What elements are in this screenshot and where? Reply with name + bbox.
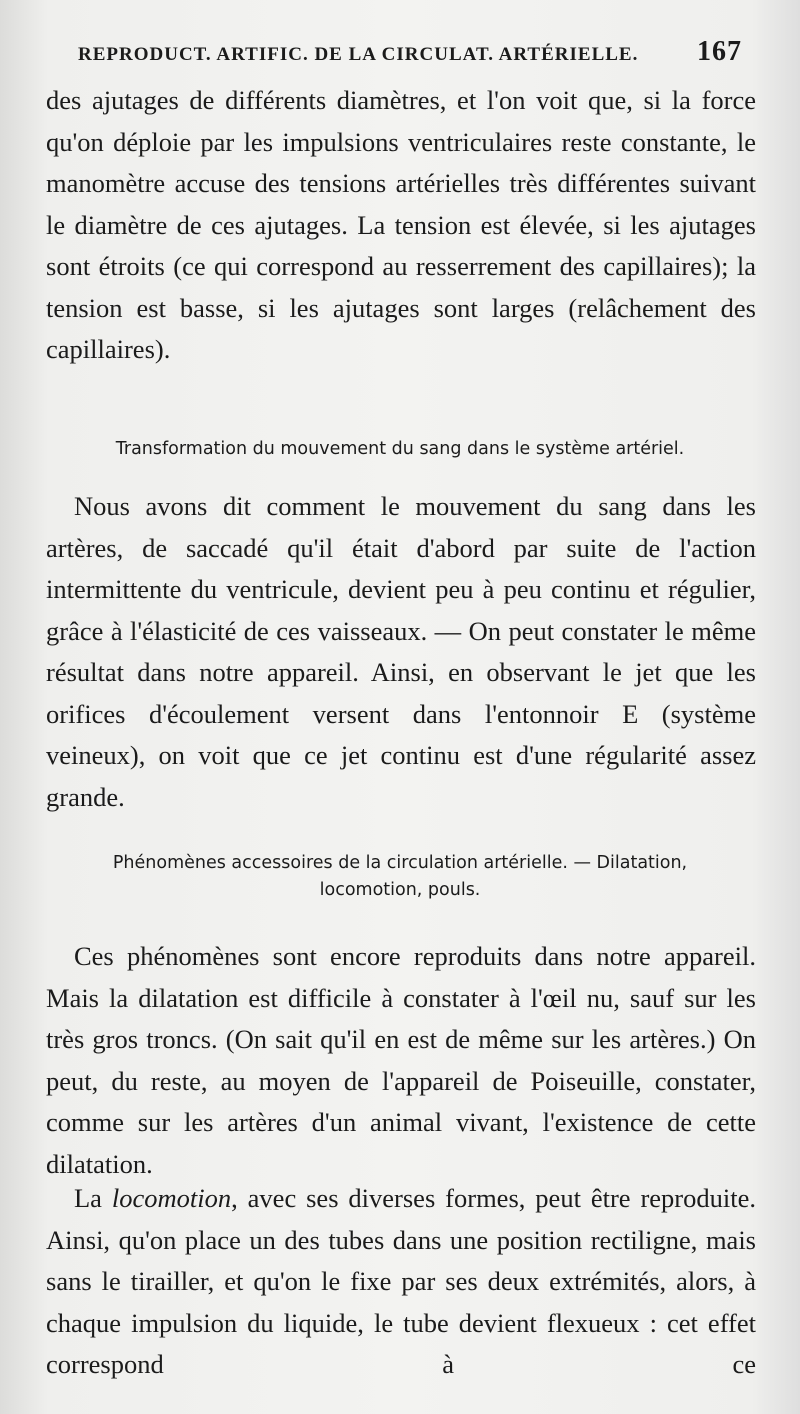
page-number: 167: [697, 36, 742, 67]
section-heading-transformation: Transformation du mouvement du sang dans le système artériel.: [115, 439, 685, 459]
paragraph-locomotion: [46, 1178, 756, 1386]
running-header: [78, 36, 742, 68]
section-heading-phenomenes: [50, 850, 750, 904]
locomotion-rest: , avec ses diverses formes, peut être reproduite. Ainsi, qu'on place un des tubes dans une position rectiligne, mais sans le tirailler, et qu'on le fixe par ses deux extrémités, alors, à chaque impulsion du liquide, le tube devient flexueux : cet effet correspond à ce: [46, 1183, 756, 1379]
section-heading-line-1: Phénomènes accessoires de la circulation artérielle. — Dilatation,: [112, 853, 688, 873]
section-heading-line-2: locomotion, pouls.: [319, 880, 481, 900]
locomotion-start: La: [74, 1183, 112, 1213]
locomotion-term: locomotion: [111, 1183, 232, 1213]
paragraph-tension: des ajutages de différents diamètres, et l'on voit que, si la force qu'on déploie par les impulsions ventriculaires reste constante, le manomètre accuse des tensions artérielles très différentes suivant le diamètre de ces ajutages. La tension est élevée, si les ajutages sont étroits (ce qui correspond au resserrement des capillaires); la tension est basse, si les ajutages sont larges (relâchement des capillaires).: [46, 85, 756, 364]
paragraph-transformation: Nous avons dit comment le mouvement du sang dans les artères, de saccadé qu'il était d'abord par suite de l'action intermittente du ventricule, devient peu à peu continu et régulier, grâce à l'élasticité de ces vaisseaux. — On peut constater le même résultat dans notre appareil. Ainsi, en observant le jet que les orifices d'écoulement versent dans l'entonnoir E (système veineux), on voit que ce jet continu est d'une régularité assez grande.: [46, 491, 756, 812]
paragraph-phenomenes: Ces phénomènes sont encore reproduits dans notre appareil. Mais la dilatation est difficile à constater à l'œil nu, sauf sur les très gros troncs. (On sait qu'il en est de même sur les artères.) On peut, du reste, au moyen de l'appareil de Poiseuille, constater, comme sur les artères d'un animal vivant, l'existence de cette dilatation.: [46, 941, 756, 1179]
running-title: REPRODUCT. ARTIFIC. DE LA CIRCULAT. ARTÉRIELLE.: [78, 44, 639, 65]
